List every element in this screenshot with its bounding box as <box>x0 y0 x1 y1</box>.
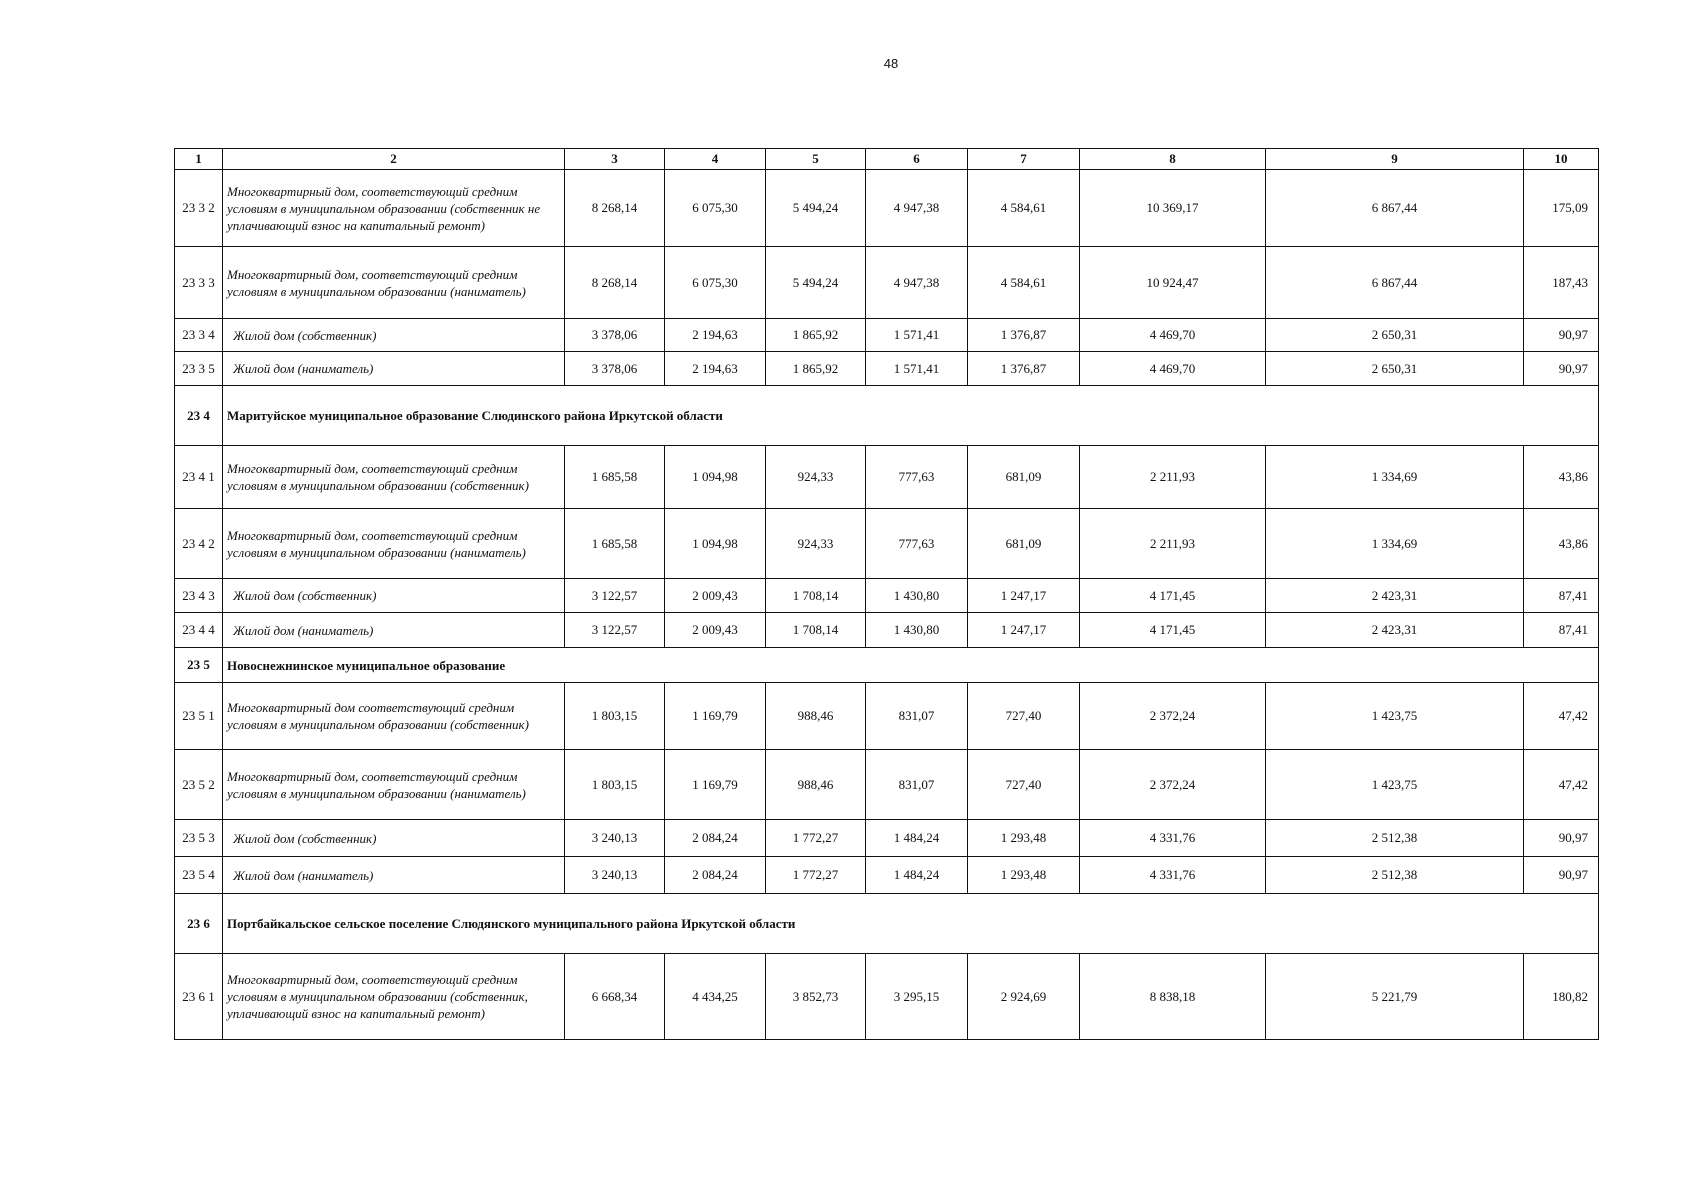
column-header: 6 <box>866 149 968 170</box>
row-value: 3 295,15 <box>866 954 968 1040</box>
row-code: 23 3 5 <box>175 352 223 386</box>
header-row <box>175 149 1599 170</box>
row-code: 23 4 1 <box>175 446 223 509</box>
row-value: 1 169,79 <box>665 683 766 750</box>
row-value: 4 171,45 <box>1080 613 1266 648</box>
column-header: 10 <box>1524 149 1599 170</box>
section-row <box>175 386 1599 446</box>
row-value: 924,33 <box>766 509 866 579</box>
row-description: Жилой дом (наниматель) <box>223 613 565 648</box>
row-value: 1 708,14 <box>766 613 866 648</box>
row-value: 90,97 <box>1524 857 1599 894</box>
row-value: 831,07 <box>866 683 968 750</box>
row-value: 1 803,15 <box>565 750 665 820</box>
row-value: 2 009,43 <box>665 613 766 648</box>
row-value: 777,63 <box>866 446 968 509</box>
row-value: 1 334,69 <box>1266 509 1524 579</box>
row-value: 47,42 <box>1524 750 1599 820</box>
column-header: 7 <box>968 149 1080 170</box>
row-value: 5 494,24 <box>766 170 866 247</box>
row-value: 4 331,76 <box>1080 820 1266 857</box>
row-value: 4 469,70 <box>1080 352 1266 386</box>
row-value: 1 772,27 <box>766 857 866 894</box>
row-code: 23 3 2 <box>175 170 223 247</box>
column-header: 2 <box>223 149 565 170</box>
row-value: 2 194,63 <box>665 352 766 386</box>
row-value: 187,43 <box>1524 247 1599 319</box>
table-row <box>175 247 1599 319</box>
row-value: 4 584,61 <box>968 170 1080 247</box>
row-value: 1 247,17 <box>968 613 1080 648</box>
row-value: 2 423,31 <box>1266 613 1524 648</box>
row-value: 4 947,38 <box>866 247 968 319</box>
row-value: 831,07 <box>866 750 968 820</box>
row-value: 43,86 <box>1524 509 1599 579</box>
row-code: 23 4 3 <box>175 579 223 613</box>
row-value: 6 867,44 <box>1266 170 1524 247</box>
row-value: 87,41 <box>1524 613 1599 648</box>
column-header: 5 <box>766 149 866 170</box>
row-value: 4 331,76 <box>1080 857 1266 894</box>
tariff-table <box>174 148 1599 1040</box>
row-value: 4 434,25 <box>665 954 766 1040</box>
table-row <box>175 683 1599 750</box>
row-value: 10 924,47 <box>1080 247 1266 319</box>
table-row <box>175 446 1599 509</box>
row-value: 90,97 <box>1524 319 1599 352</box>
row-value: 1 484,24 <box>866 857 968 894</box>
row-value: 1 293,48 <box>968 820 1080 857</box>
section-title: Новоснежнинское муниципальное образование <box>223 648 1599 683</box>
row-value: 1 376,87 <box>968 319 1080 352</box>
table-row <box>175 820 1599 857</box>
table-row <box>175 750 1599 820</box>
row-value: 727,40 <box>968 683 1080 750</box>
row-value: 6 075,30 <box>665 170 766 247</box>
row-description: Многоквартирный дом, соответствующий средним условиям в муниципальном образовании (наниматель) <box>223 750 565 820</box>
row-value: 1 376,87 <box>968 352 1080 386</box>
row-value: 8 268,14 <box>565 170 665 247</box>
row-value: 1 094,98 <box>665 509 766 579</box>
row-value: 3 378,06 <box>565 352 665 386</box>
row-value: 3 122,57 <box>565 613 665 648</box>
row-code: 23 5 1 <box>175 683 223 750</box>
row-value: 1 169,79 <box>665 750 766 820</box>
row-description: Жилой дом (наниматель) <box>223 352 565 386</box>
row-value: 2 423,31 <box>1266 579 1524 613</box>
row-code: 23 4 4 <box>175 613 223 648</box>
table-row <box>175 319 1599 352</box>
row-code: 23 3 4 <box>175 319 223 352</box>
column-header: 4 <box>665 149 766 170</box>
row-value: 1 423,75 <box>1266 750 1524 820</box>
row-value: 90,97 <box>1524 352 1599 386</box>
row-value: 1 334,69 <box>1266 446 1524 509</box>
table-row <box>175 857 1599 894</box>
table-row <box>175 352 1599 386</box>
row-value: 2 372,24 <box>1080 750 1266 820</box>
table-row <box>175 954 1599 1040</box>
row-value: 3 122,57 <box>565 579 665 613</box>
row-description: Многоквартирный дом, соответствующий средним условиям в муниципальном образовании (собственник) <box>223 446 565 509</box>
row-code: 23 3 3 <box>175 247 223 319</box>
row-value: 988,46 <box>766 683 866 750</box>
row-value: 2 650,31 <box>1266 319 1524 352</box>
row-value: 2 512,38 <box>1266 820 1524 857</box>
row-description: Многоквартирный дом, соответствующий средним условиям в муниципальном образовании (собственник не уплачивающий взнос на капитальный ремонт) <box>223 170 565 247</box>
row-value: 5 221,79 <box>1266 954 1524 1040</box>
row-value: 6 668,34 <box>565 954 665 1040</box>
row-code: 23 5 3 <box>175 820 223 857</box>
row-value: 1 293,48 <box>968 857 1080 894</box>
row-value: 4 171,45 <box>1080 579 1266 613</box>
row-value: 1 430,80 <box>866 579 968 613</box>
column-header: 8 <box>1080 149 1266 170</box>
table-row <box>175 613 1599 648</box>
row-value: 1 772,27 <box>766 820 866 857</box>
page-number: 48 <box>883 56 899 71</box>
row-value: 1 685,58 <box>565 446 665 509</box>
row-value: 5 494,24 <box>766 247 866 319</box>
row-value: 3 852,73 <box>766 954 866 1040</box>
row-description: Многоквартирный дом соответствующий средним условиям в муниципальном образовании (собственник) <box>223 683 565 750</box>
row-value: 43,86 <box>1524 446 1599 509</box>
row-code: 23 6 <box>175 894 223 954</box>
table-body <box>175 170 1599 1040</box>
row-code: 23 4 2 <box>175 509 223 579</box>
row-code: 23 4 <box>175 386 223 446</box>
row-value: 1 247,17 <box>968 579 1080 613</box>
row-description: Многоквартирный дом, соответствующий средним условиям в муниципальном образовании (собственник, уплачивающий взнос на капитальный ремонт) <box>223 954 565 1040</box>
row-value: 4 584,61 <box>968 247 1080 319</box>
row-value: 1 430,80 <box>866 613 968 648</box>
row-value: 2 084,24 <box>665 857 766 894</box>
row-value: 90,97 <box>1524 820 1599 857</box>
table-row <box>175 170 1599 247</box>
row-value: 6 075,30 <box>665 247 766 319</box>
row-value: 8 838,18 <box>1080 954 1266 1040</box>
section-row <box>175 648 1599 683</box>
row-value: 1 484,24 <box>866 820 968 857</box>
column-header: 1 <box>175 149 223 170</box>
row-value: 180,82 <box>1524 954 1599 1040</box>
row-description: Жилой дом (собственник) <box>223 319 565 352</box>
row-value: 3 378,06 <box>565 319 665 352</box>
row-value: 681,09 <box>968 446 1080 509</box>
row-value: 988,46 <box>766 750 866 820</box>
row-description: Жилой дом (собственник) <box>223 579 565 613</box>
column-header: 9 <box>1266 149 1524 170</box>
table-row <box>175 509 1599 579</box>
row-value: 6 867,44 <box>1266 247 1524 319</box>
row-value: 2 211,93 <box>1080 509 1266 579</box>
row-code: 23 5 2 <box>175 750 223 820</box>
section-row <box>175 894 1599 954</box>
row-value: 2 194,63 <box>665 319 766 352</box>
row-value: 175,09 <box>1524 170 1599 247</box>
row-description: Жилой дом (собственник) <box>223 820 565 857</box>
row-description: Жилой дом (наниматель) <box>223 857 565 894</box>
row-value: 3 240,13 <box>565 820 665 857</box>
row-value: 681,09 <box>968 509 1080 579</box>
row-code: 23 6 1 <box>175 954 223 1040</box>
row-value: 727,40 <box>968 750 1080 820</box>
row-value: 1 865,92 <box>766 319 866 352</box>
row-value: 2 512,38 <box>1266 857 1524 894</box>
row-code: 23 5 <box>175 648 223 683</box>
row-value: 1 865,92 <box>766 352 866 386</box>
column-header: 3 <box>565 149 665 170</box>
section-title: Портбайкальское сельское поселение Слюдянского муниципального района Иркутской области <box>223 894 1599 954</box>
row-value: 1 571,41 <box>866 352 968 386</box>
row-value: 2 211,93 <box>1080 446 1266 509</box>
row-value: 1 094,98 <box>665 446 766 509</box>
row-value: 4 469,70 <box>1080 319 1266 352</box>
table-row <box>175 579 1599 613</box>
row-value: 1 708,14 <box>766 579 866 613</box>
row-value: 10 369,17 <box>1080 170 1266 247</box>
row-value: 8 268,14 <box>565 247 665 319</box>
row-value: 4 947,38 <box>866 170 968 247</box>
row-description: Многоквартирный дом, соответствующий средним условиям в муниципальном образовании (наниматель) <box>223 509 565 579</box>
row-value: 87,41 <box>1524 579 1599 613</box>
section-title: Маритуйское муниципальное образование Слюдинского района Иркутской области <box>223 386 1599 446</box>
row-value: 2 650,31 <box>1266 352 1524 386</box>
row-value: 47,42 <box>1524 683 1599 750</box>
row-value: 3 240,13 <box>565 857 665 894</box>
row-value: 924,33 <box>766 446 866 509</box>
row-description: Многоквартирный дом, соответствующий средним условиям в муниципальном образовании (наниматель) <box>223 247 565 319</box>
row-value: 1 803,15 <box>565 683 665 750</box>
row-value: 777,63 <box>866 509 968 579</box>
row-code: 23 5 4 <box>175 857 223 894</box>
row-value: 2 084,24 <box>665 820 766 857</box>
row-value: 1 423,75 <box>1266 683 1524 750</box>
row-value: 1 685,58 <box>565 509 665 579</box>
row-value: 2 009,43 <box>665 579 766 613</box>
row-value: 1 571,41 <box>866 319 968 352</box>
row-value: 2 372,24 <box>1080 683 1266 750</box>
row-value: 2 924,69 <box>968 954 1080 1040</box>
